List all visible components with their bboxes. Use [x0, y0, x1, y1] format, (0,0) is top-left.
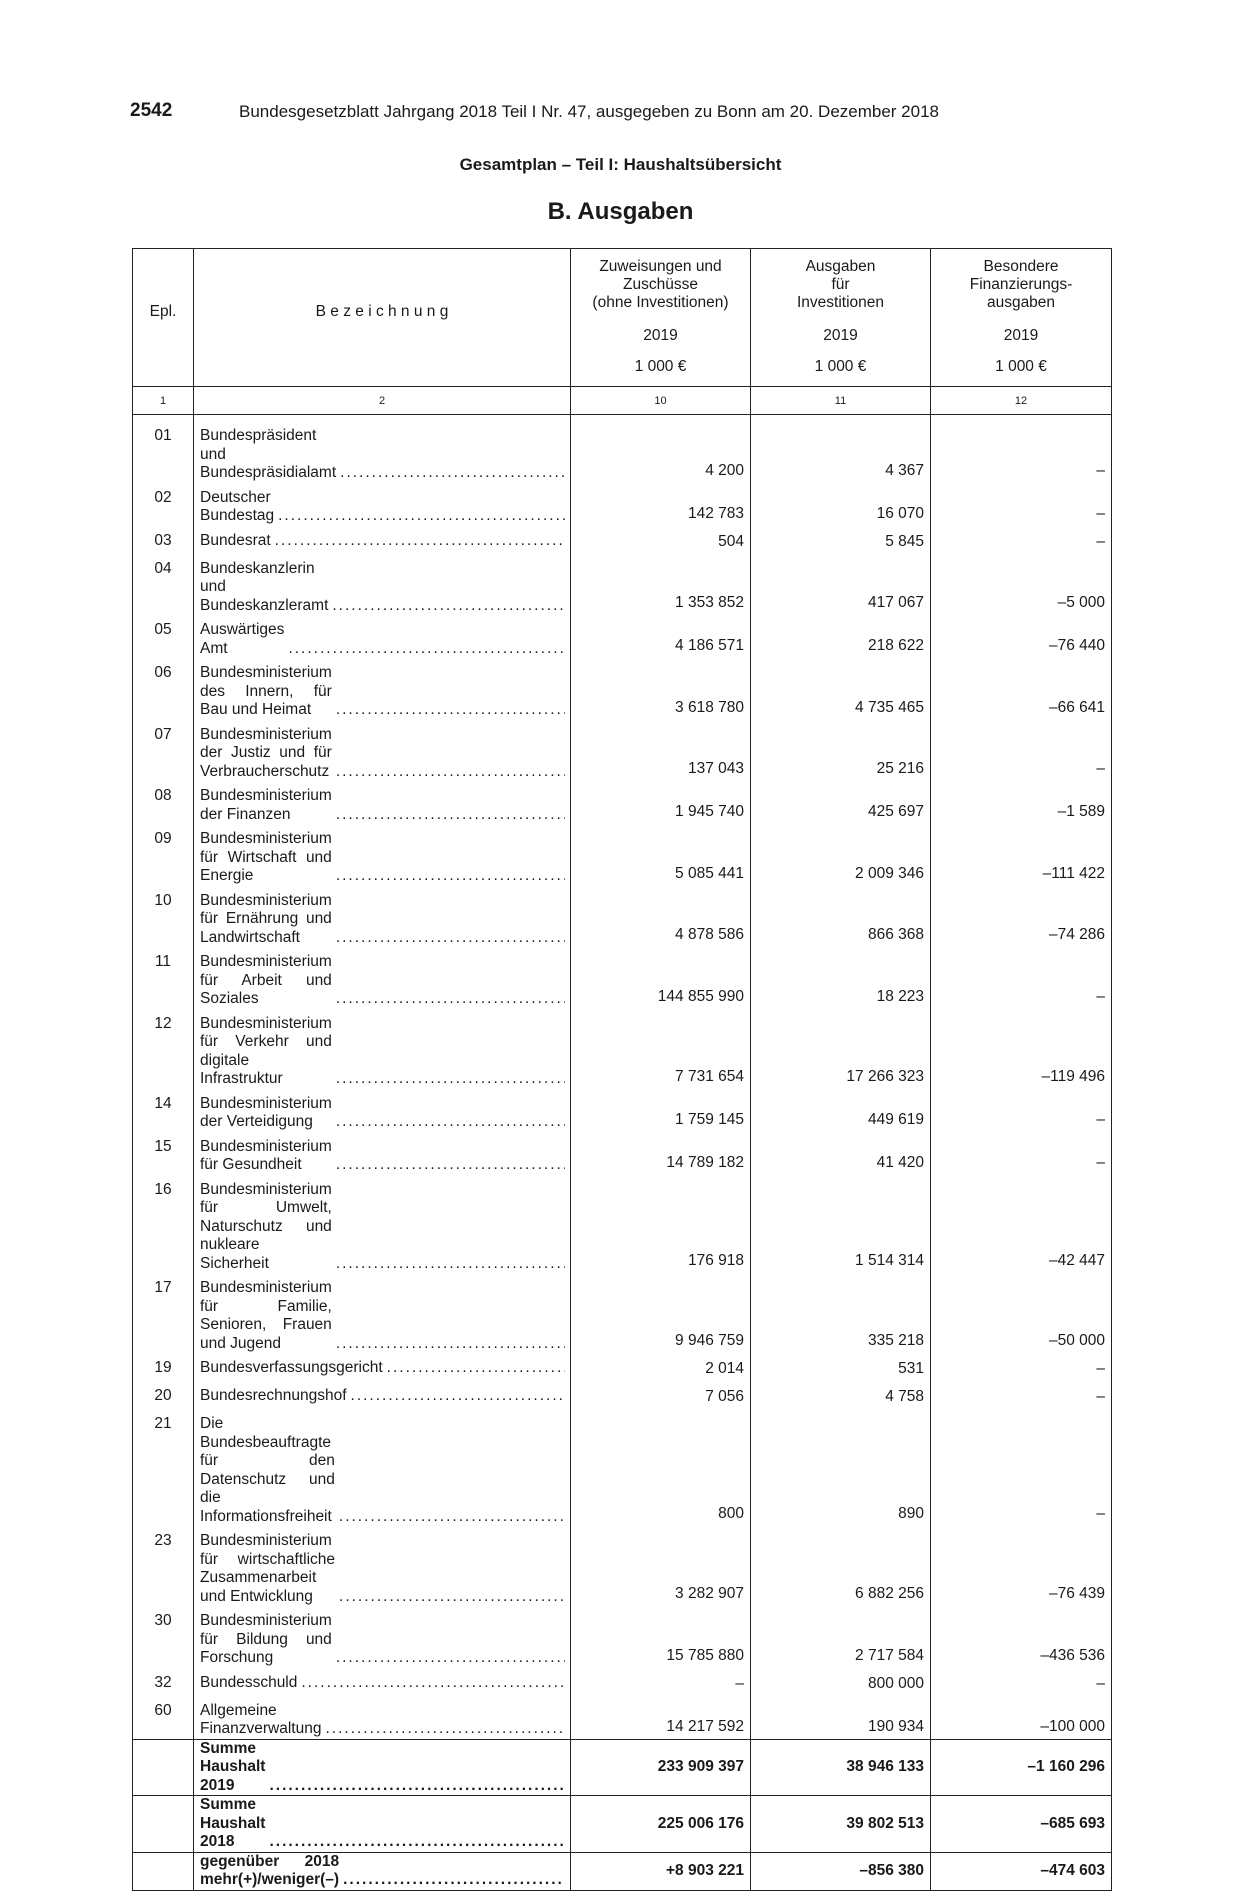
row-bezeichnung-text: Bundesrat	[200, 531, 271, 549]
row-bezeichnung	[194, 1273, 571, 1353]
header-col11-line1: Ausgaben	[805, 258, 876, 275]
row-bezeichnung	[194, 1353, 571, 1381]
row-col12: –74 286	[931, 886, 1112, 948]
row-col12: –111 422	[931, 824, 1112, 886]
row-epl: 16	[133, 1175, 194, 1274]
row-col11: 6 882 256	[751, 1526, 931, 1606]
row-bezeichnung	[194, 1526, 571, 1606]
row-bezeichnung-text: Bundesrechnungshof	[200, 1387, 347, 1404]
row-col12: –	[931, 947, 1112, 1009]
row-bezeichnung-text: Auswärtiges Amt	[200, 621, 285, 657]
row-col11: 16 070	[751, 483, 931, 526]
row-col12: –	[931, 483, 1112, 526]
row-col11: 800 000	[751, 1668, 931, 1696]
row-col11: 18 223	[751, 947, 931, 1009]
row-col10: 2 014	[571, 1353, 751, 1381]
row-col12: –119 496	[931, 1009, 1112, 1089]
row-bezeichnung	[194, 1175, 571, 1274]
header-col10-unit: 1 000 €	[634, 358, 687, 375]
header-col10-line2: Zuschüsse	[623, 276, 698, 293]
table-row	[133, 1273, 1112, 1353]
table-row	[133, 781, 1112, 824]
row-bezeichnung-text: Bundesschuld	[200, 1673, 298, 1691]
row-epl: 30	[133, 1606, 194, 1668]
row-bezeichnung	[194, 658, 571, 720]
row-bezeichnung	[194, 1381, 571, 1409]
row-col11: 2 717 584	[751, 1606, 931, 1668]
row-col11: 417 067	[751, 554, 931, 616]
header-col12-year: 2019	[1003, 327, 1039, 344]
section-subtitle: Gesamtplan – Teil I: Haushaltsübersicht	[459, 155, 782, 174]
total-col10: 225 006 176	[571, 1796, 751, 1853]
row-epl: 21	[133, 1409, 194, 1526]
leader-dots	[332, 597, 565, 616]
leader-dots	[278, 507, 565, 526]
row-bezeichnung	[194, 421, 571, 483]
row-bezeichnung	[194, 1696, 571, 1740]
row-col12: –	[931, 1668, 1112, 1696]
row-bezeichnung	[194, 554, 571, 616]
expenditure-table	[132, 248, 1112, 1891]
row-bezeichnung-text: Bundesministerium für Gesundheit	[200, 1137, 332, 1173]
page-number: 2542	[130, 100, 173, 121]
row-col11: 335 218	[751, 1273, 931, 1353]
row-col10: 800	[571, 1409, 751, 1526]
row-bezeichnung	[194, 1089, 571, 1132]
page-title: B. Ausgaben	[547, 198, 694, 225]
row-col11: 531	[751, 1353, 931, 1381]
row-epl: 23	[133, 1526, 194, 1606]
leader-dots	[336, 929, 565, 948]
row-col10: 9 946 759	[571, 1273, 751, 1353]
row-epl: 04	[133, 554, 194, 616]
row-bezeichnung-text: Bundesministerium für wirtschaftliche Zusammenarbeit und Entwicklung	[200, 1532, 336, 1605]
row-epl: 15	[133, 1132, 194, 1175]
row-col10: 15 785 880	[571, 1606, 751, 1668]
publication-line: Bundesgesetzblatt Jahrgang 2018 Teil I Nr. 47, ausgegeben zu Bonn am 20. Dezember 2018	[239, 102, 939, 121]
row-epl: 09	[133, 824, 194, 886]
column-number: 11	[751, 387, 931, 415]
table-row	[133, 1175, 1112, 1274]
row-col11: 17 266 323	[751, 1009, 931, 1089]
row-bezeichnung	[194, 483, 571, 526]
table-row	[133, 483, 1112, 526]
row-epl: 11	[133, 947, 194, 1009]
row-col10: 5 085 441	[571, 824, 751, 886]
header-col12-unit: 1 000 €	[995, 358, 1047, 375]
header-col10-line1: Zuweisungen und	[599, 258, 722, 275]
column-number: 1	[133, 387, 194, 415]
leader-dots	[336, 990, 565, 1009]
total-col11: –856 380	[751, 1852, 931, 1890]
row-bezeichnung-text: Deutscher Bundestag	[200, 488, 275, 524]
row-bezeichnung-text: Bundesministerium für Bildung und Forschung	[200, 1612, 332, 1666]
row-col12: –	[931, 1089, 1112, 1132]
table-header-row	[133, 249, 1112, 387]
row-col10: 4 200	[571, 421, 751, 483]
header-bezeichnung-label: B e z e i c h n u n g	[315, 303, 449, 320]
row-bezeichnung-text: Die Bundesbeauftragte für den Datenschutz und die Informationsfreiheit	[200, 1415, 335, 1525]
table-row	[133, 1696, 1112, 1740]
row-col12: –	[931, 1381, 1112, 1409]
leader-dots	[336, 763, 565, 782]
leader-dots	[269, 1833, 565, 1852]
header-col10-year: 2019	[643, 327, 678, 344]
row-bezeichnung	[194, 1409, 571, 1526]
row-col12: –	[931, 421, 1112, 483]
leader-dots	[336, 1255, 565, 1274]
row-col10: 504	[571, 526, 751, 554]
leader-dots	[336, 1335, 565, 1354]
row-col11: 41 420	[751, 1132, 931, 1175]
row-col10: 14 217 592	[571, 1696, 751, 1740]
header-col10	[571, 249, 751, 387]
row-epl: 19	[133, 1353, 194, 1381]
row-bezeichnung-text: Allgemeine Finanzverwaltung	[200, 1701, 322, 1737]
total-row	[133, 1739, 1112, 1796]
total-col11: 39 802 513	[751, 1796, 931, 1853]
row-bezeichnung-text: Bundesministerium für Umwelt, Naturschutz und nukleare Sicherheit	[200, 1180, 332, 1272]
row-col10: 7 731 654	[571, 1009, 751, 1089]
row-col10: 142 783	[571, 483, 751, 526]
table-row	[133, 1606, 1112, 1668]
table-row	[133, 1381, 1112, 1409]
table-row	[133, 947, 1112, 1009]
row-col10: 176 918	[571, 1175, 751, 1274]
row-col10: 4 186 571	[571, 615, 751, 658]
leader-dots	[343, 1871, 565, 1890]
leader-dots	[336, 1156, 565, 1175]
column-number: 2	[194, 387, 571, 415]
table-row	[133, 824, 1112, 886]
leader-dots	[269, 1777, 565, 1796]
row-col10: –	[571, 1668, 751, 1696]
row-col11: 4 758	[751, 1381, 931, 1409]
row-col12: –5 000	[931, 554, 1112, 616]
row-epl	[133, 1739, 194, 1796]
row-col12: –76 439	[931, 1526, 1112, 1606]
row-col10: 1 945 740	[571, 781, 751, 824]
row-epl: 60	[133, 1696, 194, 1740]
row-bezeichnung-text: Bundesministerium des Innern, für Bau und Heimat	[200, 664, 332, 718]
row-col10: 14 789 182	[571, 1132, 751, 1175]
row-col12: –1 589	[931, 781, 1112, 824]
row-bezeichnung	[194, 1009, 571, 1089]
row-bezeichnung-text: Bundesministerium der Verteidigung	[200, 1094, 332, 1130]
leader-dots	[336, 1113, 565, 1132]
table-row	[133, 615, 1112, 658]
header-col12	[931, 249, 1112, 387]
row-bezeichnung-text: Bundespräsident und Bundespräsidialamt	[200, 427, 337, 481]
row-epl	[133, 1852, 194, 1890]
row-epl: 07	[133, 720, 194, 782]
total-label-text: Summe Haushalt 2019	[200, 1739, 266, 1794]
total-col11: 38 946 133	[751, 1739, 931, 1796]
row-epl: 32	[133, 1668, 194, 1696]
row-epl: 20	[133, 1381, 194, 1409]
header-col11-unit: 1 000 €	[814, 358, 867, 375]
table-row	[133, 1089, 1112, 1132]
row-bezeichnung-text: Bundesministerium für Verkehr und digitale Infrastruktur	[200, 1014, 332, 1087]
header-col12-line3: ausgaben	[986, 294, 1056, 311]
row-bezeichnung-text: Bundesministerium für Ernährung und Landwirtschaft	[200, 891, 332, 946]
header-bezeichnung	[194, 249, 571, 387]
header-col11-line3: Investitionen	[796, 294, 885, 311]
column-number: 10	[571, 387, 751, 415]
row-bezeichnung	[194, 526, 571, 554]
leader-dots	[336, 1070, 565, 1089]
header-col11	[751, 249, 931, 387]
column-number: 12	[931, 387, 1112, 415]
total-label	[194, 1796, 571, 1853]
row-col12: –50 000	[931, 1273, 1112, 1353]
row-bezeichnung	[194, 1668, 571, 1696]
header-col11-year: 2019	[823, 327, 858, 344]
leader-dots	[336, 867, 565, 886]
row-col10: 7 056	[571, 1381, 751, 1409]
row-col11: 218 622	[751, 615, 931, 658]
total-row	[133, 1796, 1112, 1853]
row-epl: 03	[133, 526, 194, 554]
total-label	[194, 1852, 571, 1890]
row-epl	[133, 1796, 194, 1853]
row-col12: –436 536	[931, 1606, 1112, 1668]
row-bezeichnung-text: Bundesministerium für Arbeit und Soziales	[200, 953, 332, 1007]
leader-dots	[387, 1359, 565, 1378]
header-col12-line2: Finanzierungs-	[969, 276, 1073, 293]
header-epl	[133, 249, 194, 387]
table-row	[133, 1353, 1112, 1381]
leader-dots	[301, 1674, 565, 1693]
row-bezeichnung-text: Bundesverfassungsgericht	[200, 1359, 383, 1376]
leader-dots	[325, 1720, 565, 1739]
row-epl: 02	[133, 483, 194, 526]
row-col12: –	[931, 720, 1112, 782]
total-col12: –1 160 296	[931, 1739, 1112, 1796]
row-epl: 10	[133, 886, 194, 948]
table-row	[133, 658, 1112, 720]
row-bezeichnung	[194, 824, 571, 886]
row-col10: 3 618 780	[571, 658, 751, 720]
row-col12: –	[931, 1409, 1112, 1526]
row-col11: 890	[751, 1409, 931, 1526]
total-col10: 233 909 397	[571, 1739, 751, 1796]
row-col12: –76 440	[931, 615, 1112, 658]
table-row	[133, 421, 1112, 483]
total-label	[194, 1739, 571, 1796]
leader-dots	[336, 701, 565, 720]
leader-dots	[275, 532, 565, 551]
row-col11: 4 367	[751, 421, 931, 483]
row-col10: 4 878 586	[571, 886, 751, 948]
header-epl-label: Epl.	[149, 303, 177, 320]
row-col12: –	[931, 1353, 1112, 1381]
row-bezeichnung	[194, 1132, 571, 1175]
row-bezeichnung-text: Bundesministerium der Finanzen	[200, 787, 332, 823]
table-row	[133, 1409, 1112, 1526]
row-bezeichnung-text: Bundesministerium für Familie, Senioren, Frauen und Jugend	[200, 1279, 332, 1352]
table-row	[133, 1668, 1112, 1696]
row-col11: 25 216	[751, 720, 931, 782]
row-bezeichnung	[194, 886, 571, 948]
row-epl: 01	[133, 421, 194, 483]
row-col12: –	[931, 526, 1112, 554]
row-bezeichnung	[194, 781, 571, 824]
row-col10: 144 855 990	[571, 947, 751, 1009]
header-col12-line1: Besondere	[983, 258, 1059, 275]
table-row	[133, 720, 1112, 782]
row-bezeichnung	[194, 720, 571, 782]
leader-dots	[288, 640, 565, 659]
column-number-row	[133, 387, 1112, 415]
row-col10: 1 759 145	[571, 1089, 751, 1132]
row-epl: 05	[133, 615, 194, 658]
row-col12: –	[931, 1132, 1112, 1175]
row-epl: 12	[133, 1009, 194, 1089]
row-epl: 08	[133, 781, 194, 824]
table-row	[133, 1009, 1112, 1089]
row-col11: 4 735 465	[751, 658, 931, 720]
total-col12: –685 693	[931, 1796, 1112, 1853]
row-col10: 3 282 907	[571, 1526, 751, 1606]
table-row	[133, 1526, 1112, 1606]
row-col12: –66 641	[931, 658, 1112, 720]
row-col12: –100 000	[931, 1696, 1112, 1740]
table-row	[133, 526, 1112, 554]
row-col11: 2 009 346	[751, 824, 931, 886]
header-col11-line2: für	[831, 276, 850, 293]
row-col11: 5 845	[751, 526, 931, 554]
row-bezeichnung	[194, 947, 571, 1009]
table-row	[133, 1132, 1112, 1175]
row-col11: 1 514 314	[751, 1175, 931, 1274]
row-col12: –42 447	[931, 1175, 1112, 1274]
total-row	[133, 1852, 1112, 1890]
leader-dots	[336, 806, 565, 825]
row-bezeichnung	[194, 615, 571, 658]
row-bezeichnung-text: Bundesministerium der Justiz und für Verbraucherschutz	[200, 725, 332, 780]
row-col11: 425 697	[751, 781, 931, 824]
row-epl: 14	[133, 1089, 194, 1132]
total-col10: +8 903 221	[571, 1852, 751, 1890]
row-bezeichnung	[194, 1606, 571, 1668]
table-row	[133, 886, 1112, 948]
leader-dots	[340, 464, 565, 483]
row-col10: 137 043	[571, 720, 751, 782]
row-epl: 06	[133, 658, 194, 720]
header-col10-line3: (ohne Investitionen)	[592, 294, 729, 311]
row-epl: 17	[133, 1273, 194, 1353]
leader-dots	[336, 1649, 565, 1668]
row-col11: 866 368	[751, 886, 931, 948]
row-col10: 1 353 852	[571, 554, 751, 616]
row-col11: 190 934	[751, 1696, 931, 1740]
total-label-text: Summe Haushalt 2018	[200, 1796, 266, 1850]
table-row	[133, 554, 1112, 616]
leader-dots	[339, 1508, 565, 1527]
row-bezeichnung-text: Bundeskanzlerin und Bundeskanzleramt	[200, 559, 329, 614]
row-bezeichnung-text: Bundesministerium für Wirtschaft und Energie	[200, 830, 332, 884]
row-col11: 449 619	[751, 1089, 931, 1132]
leader-dots	[351, 1387, 565, 1406]
total-col12: –474 603	[931, 1852, 1112, 1890]
leader-dots	[339, 1588, 565, 1607]
total-label-text: gegenüber 2018 mehr(+)/weniger(–)	[200, 1852, 340, 1888]
